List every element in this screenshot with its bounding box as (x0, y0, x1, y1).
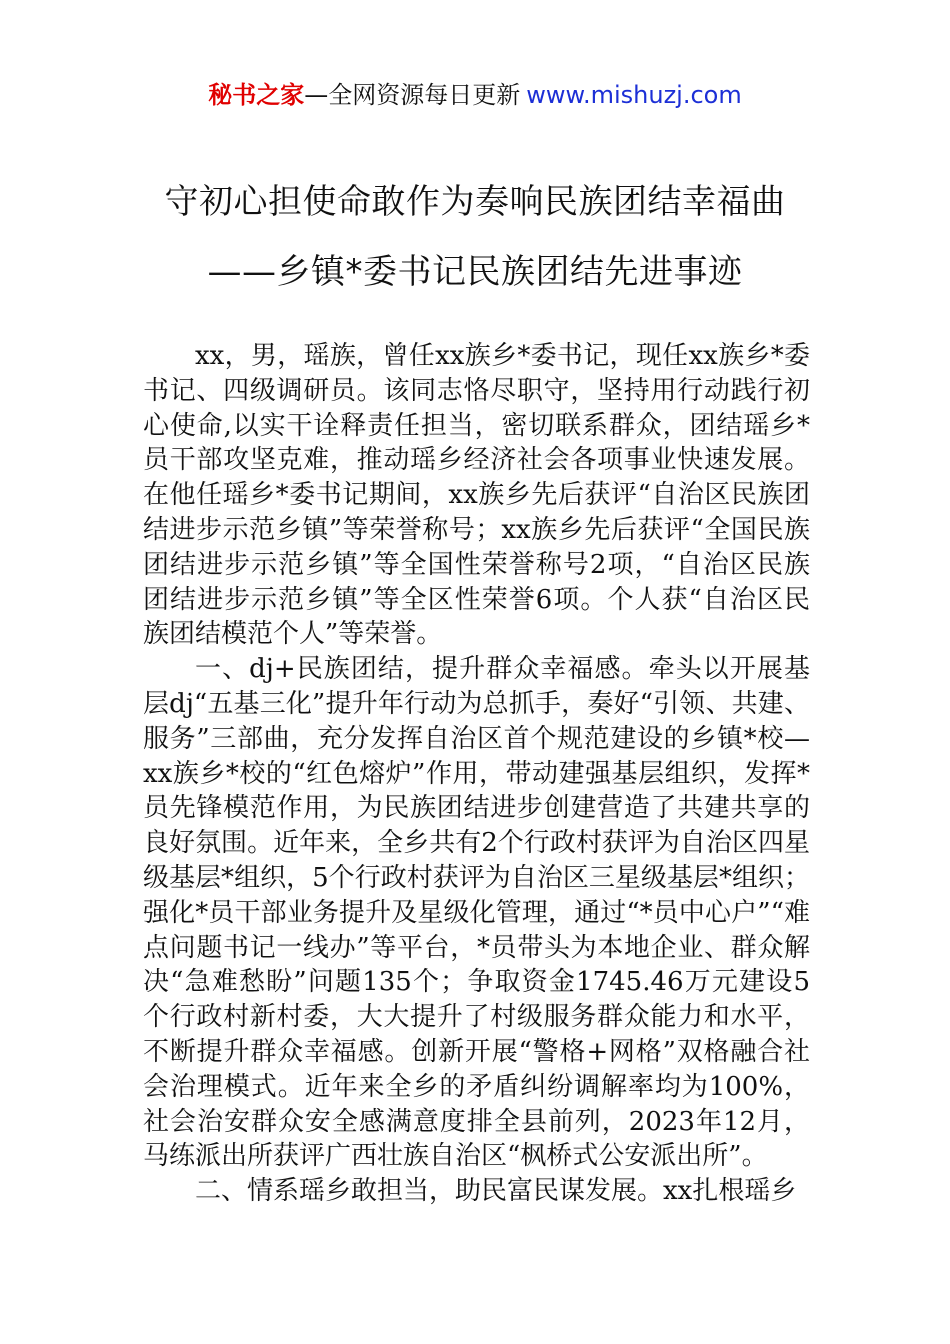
brand-name: 秘书之家 (208, 81, 305, 109)
paragraph-section-1: 一、dj+民族团结，提升群众幸福感。牵头以开展基层dj“五基三化”提升年行动为总抓手，奏好“引领、共建、服务”三部曲，充分发挥自治区首个规范建设的乡镇*校—xx族乡*校的“红色熔炉”作用，带动建强基层组织，发挥*员先锋模范作用，为民族团结进步创建营造了共建共享的良好氛围。近年来，全乡共有2个行政村获评为自治区四星级基层*组织，5个行政村获评为自治区三星级基层*组织；强化*员干部业务提升及星级化管理，通过“*员中心户”“难点问题书记一线办”等平台，*员带头为本地企业、群众解决“急难愁盼”问题135个；争取资金1745.46万元建设5个行政村新村委，大大提升了村级服务群众能力和水平，不断提升群众幸福感。创新开展“警格+网格”双格融合社会治理模式。近年来全乡的矛盾纠纷调解率均为100%，社会治安群众安全感满意度排全县前列，2023年12月，马练派出所获评广西壮族自治区“枫桥式公安派出所”。 (143, 654, 810, 1172)
document-body (143, 339, 810, 1209)
paragraph-section-2: 二、情系瑶乡敢担当，助民富民谋发展。xx扎根瑶乡 (195, 1176, 797, 1207)
site-header (0, 80, 950, 110)
document-subtitle: ——乡镇*委书记民族团结先进事迹 (207, 252, 743, 292)
header-tagline: —全网资源每日更新 (304, 81, 521, 109)
document-title: 守初心担使命敢作为奏响民族团结幸福曲 (164, 182, 786, 222)
site-url-link[interactable]: www.mishuzj.com (526, 81, 742, 109)
paragraph-intro: xx，男，瑶族，曾任xx族乡*委书记，现任xx族乡*委书记、四级调研员。该同志恪尽职守，坚持用行动践行初心使命,以实干诠释责任担当，密切联系群众，团结瑶乡*员干部攻坚克难，推动瑶乡经济社会各项事业快速发展。在他任瑶乡*委书记期间，xx族乡先后获评“自治区民族团结进步示范乡镇”等荣誉称号；xx族乡先后获评“全国民族团结进步示范乡镇”等全国性荣誉称号2项，“自治区民族团结进步示范乡镇”等全区性荣誉6项。个人获“自治区民族团结模范个人”等荣誉。 (143, 341, 810, 650)
